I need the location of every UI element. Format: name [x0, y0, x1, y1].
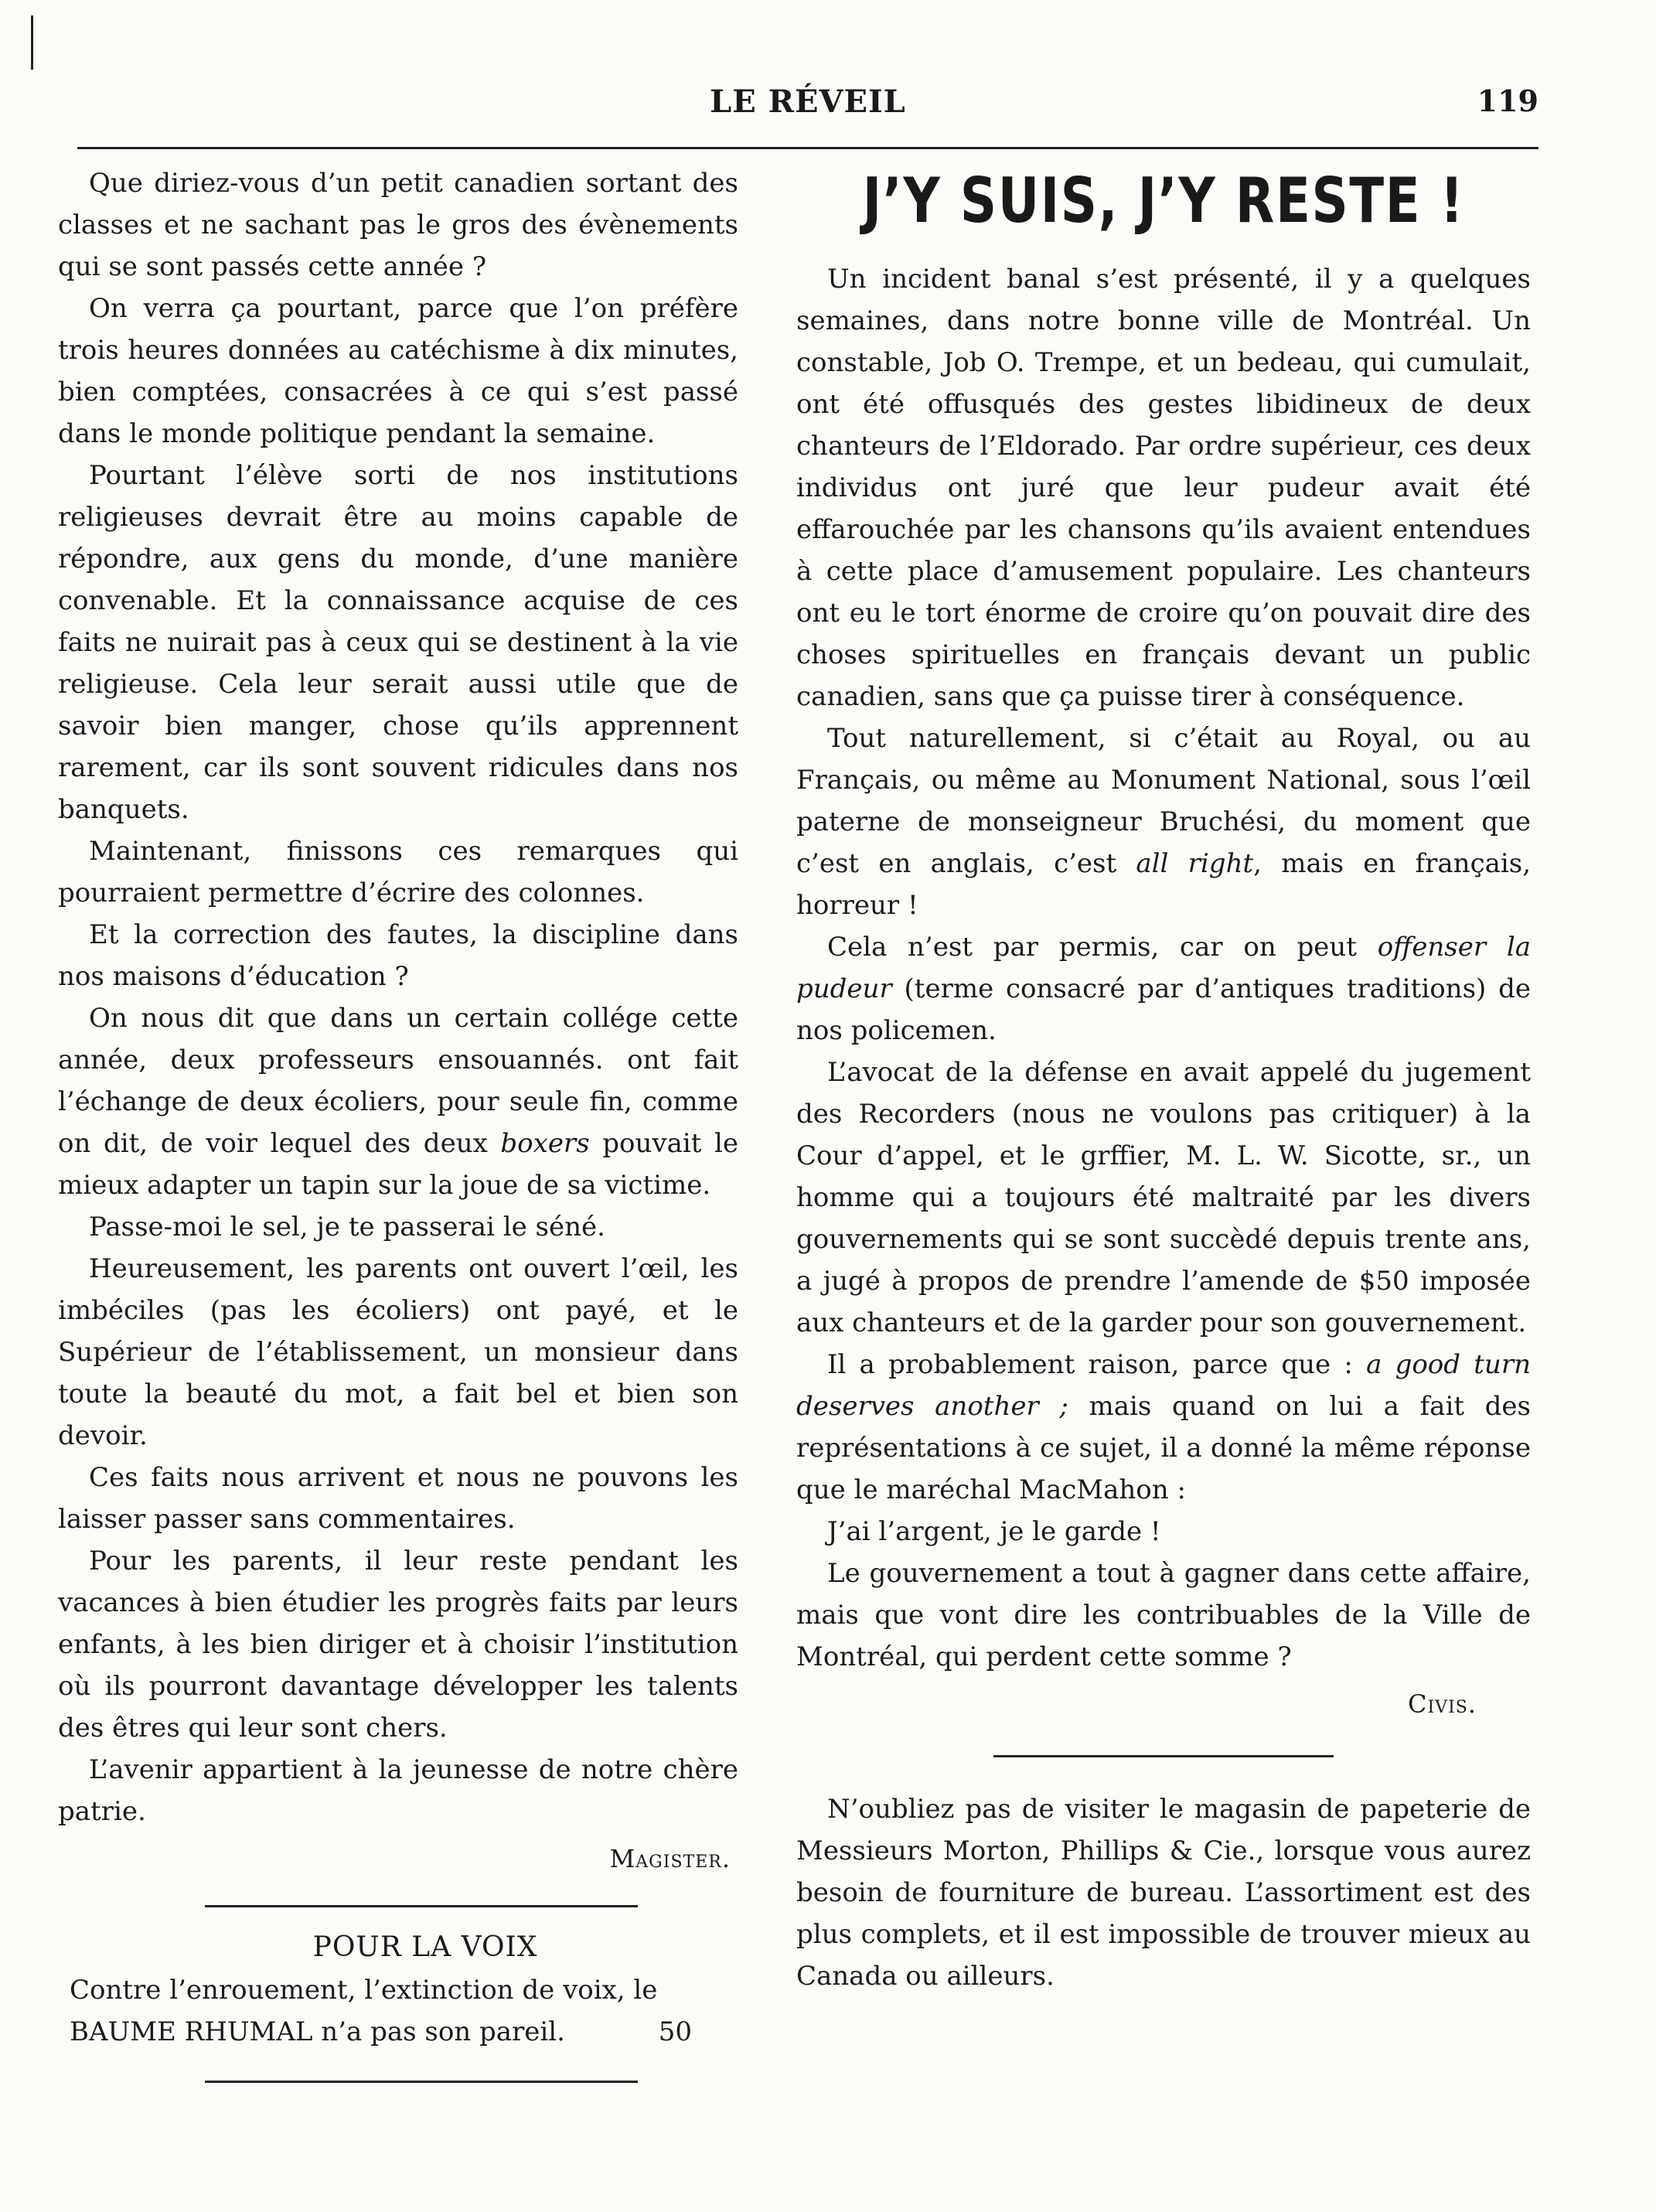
right-column — [796, 162, 1531, 1997]
paragraph: Pourtant l’élève sorti de nos institutions religieuses devrait être au moins capable de répondre, aux gens du monde, d’une manière convenable. Et la connaissance acquise de ces faits ne nuirait pas à ceux qui se destinent à la vie religieuse. Cela leur serait aussi utile que de savoir bien manger, chose qu’ils apprennent rarement, car ils sont souvent ridicules dans nos banquets. — [58, 460, 738, 825]
ad-product: BAUME RHUMAL n’a pas son pareil. — [70, 2016, 565, 2047]
paragraph — [796, 717, 1531, 926]
paragraph-text: Cela n’est par permis, car on peut — [827, 932, 1378, 963]
paragraph-text: Il a probablement raison, parce que : — [827, 1349, 1367, 1380]
italic-phrase: a good turn deserves another ; — [796, 1349, 1531, 1422]
italic-phrase: all right — [1136, 848, 1254, 879]
paragraph: Maintenant, finissons ces remarques qui pourraient permettre d’écrire des colonnes. — [58, 836, 738, 908]
paragraph-text: (terme consacré par d’antiques traditions) de nos policemen. — [796, 973, 1531, 1046]
paragraph: Heureusement, les parents ont ouvert l’œil, les imbéciles (pas les écoliers) ont payé, et le Supérieur de l’établissement, un monsieur dans toute la beauté du mot, a fait bel et bien son devoir. — [58, 1253, 738, 1451]
page-number: 119 — [1477, 84, 1538, 118]
italic-word: boxers — [500, 1128, 590, 1159]
ad-line-1: Contre l’enrouement, l’extinction de voix, le — [70, 1975, 658, 2006]
italic-phrase: offenser la pudeur — [796, 932, 1532, 1004]
paragraph: J’ai l’argent, je le garde ! — [827, 1516, 1161, 1547]
paragraph: Le gouvernement a tout à gagner dans cette affaire, mais que vont dire les contribuables de la Ville de Montréal, qui perdent cette somme ? — [796, 1558, 1531, 1672]
paragraph: L’avenir appartient à la jeunesse de notre chère patrie. — [58, 1754, 738, 1827]
advertisement — [58, 1969, 738, 2053]
paragraph-text: mais quand on lui a fait des représentations à ce sujet, il a donné la même réponse que le maréchal MacMahon : — [796, 1391, 1531, 1505]
paragraph: On verra ça pourtant, parce que l’on préfère trois heures données au catéchisme à dix minutes, bien comptées, consacrées à ce qui s’est passé dans le monde politique pendant la semaine. — [58, 293, 738, 449]
paragraph-boxers — [58, 997, 738, 1206]
section-rule — [205, 1905, 638, 1907]
paragraph — [796, 1344, 1531, 1511]
article-headline: J’Y SUIS, J’Y RESTE ! — [862, 165, 1465, 237]
ad-line-2 — [58, 2011, 738, 2053]
paragraph: Ces faits nous arrivent et nous ne pouvons les laisser passer sans commentaires. — [58, 1462, 738, 1535]
running-title: LE RÉVEIL — [710, 84, 906, 120]
section-rule — [205, 2081, 638, 2083]
notice-paragraph: N’oubliez pas de visiter le magasin de papeterie de Messieurs Morton, Phillips & Cie., lorsque vous aurez besoin de fourniture de bureau. L’assortiment est des plus complets, et il est impossible de trouver mieux au Canada ou ailleurs. — [796, 1794, 1531, 1992]
paragraph-text: , mais en français, horreur ! — [796, 848, 1532, 921]
paragraph: Que diriez-vous d’un petit canadien sortant des classes et ne sachant pas le gros des évènements qui se sont passés cette année ? — [58, 168, 738, 282]
paragraph-text: Tout naturellement, si c’était au Royal, ou au Français, ou même au Monument National, sous l’œil paterne de monseigneur Bruchési, du moment que c’est en anglais, c’est — [796, 723, 1531, 879]
signature-civis: Civis. — [1408, 1689, 1477, 1719]
paragraph: L’avocat de la défense en avait appelé du jugement des Recorders (nous ne voulons pas critiquer) à la Cour d’appel, et le grffier, M. L. W. Sicotte, sr., un homme qui a toujours été maltraité par les divers gouvernements qui se sont succèdé depuis trente ans, a jugé à propos de prendre l’amende de $50 imposée aux chanteurs et de la garder pour son gouvernement. — [796, 1057, 1531, 1338]
paragraph: Un incident banal s’est présenté, il y a quelques semaines, dans notre bonne ville de Montréal. Un constable, Job O. Trempe, et un bedeau, qui cumulait, ont été offusqués des gestes libidineux de deux chanteurs de l’Eldorado. Par ordre supérieur, ces deux individus ont juré que leur pudeur avait été effarouchée par les chansons qu’ils avaient entendues à cette place d’amusement populaire. Les chanteurs ont eu le tort énorme de croire qu’on pouvait dire des choses spirituelles en français devant un public canadien, sans que ça puisse tirer à conséquence. — [796, 264, 1531, 712]
section-rule — [993, 1755, 1334, 1757]
paragraph: Passe-moi le sel, je te passerai le séné. — [89, 1212, 605, 1242]
paragraph-text: On nous dit que dans un certain collége cette année, deux professeurs ensouannés. ont fait l’échange de deux écoliers, pour seule fin, comme on dit, de voir lequel des deux — [58, 1003, 738, 1159]
paragraph-text: pouvait le mieux adapter un tapin sur la joue de sa victime. — [58, 1128, 739, 1201]
ad-number: 50 — [658, 2016, 692, 2047]
header-rule — [77, 147, 1538, 149]
signature-magister: Magister. — [609, 1844, 731, 1873]
left-column — [58, 162, 738, 2083]
paragraph: Pour les parents, il leur reste pendant les vacances à bien étudier les progrès faits par leurs enfants, à les bien diriger et à choisir l’institution où ils pourront davantage développer les talents des êtres qui leur sont chers. — [58, 1546, 738, 1743]
margin-mark — [31, 15, 33, 70]
page-header — [77, 84, 1538, 138]
paragraph: Et la correction des fautes, la discipline dans nos maisons d’éducation ? — [58, 919, 738, 992]
paragraph — [796, 926, 1531, 1051]
ad-title: POUR LA VOIX — [312, 1931, 538, 1963]
